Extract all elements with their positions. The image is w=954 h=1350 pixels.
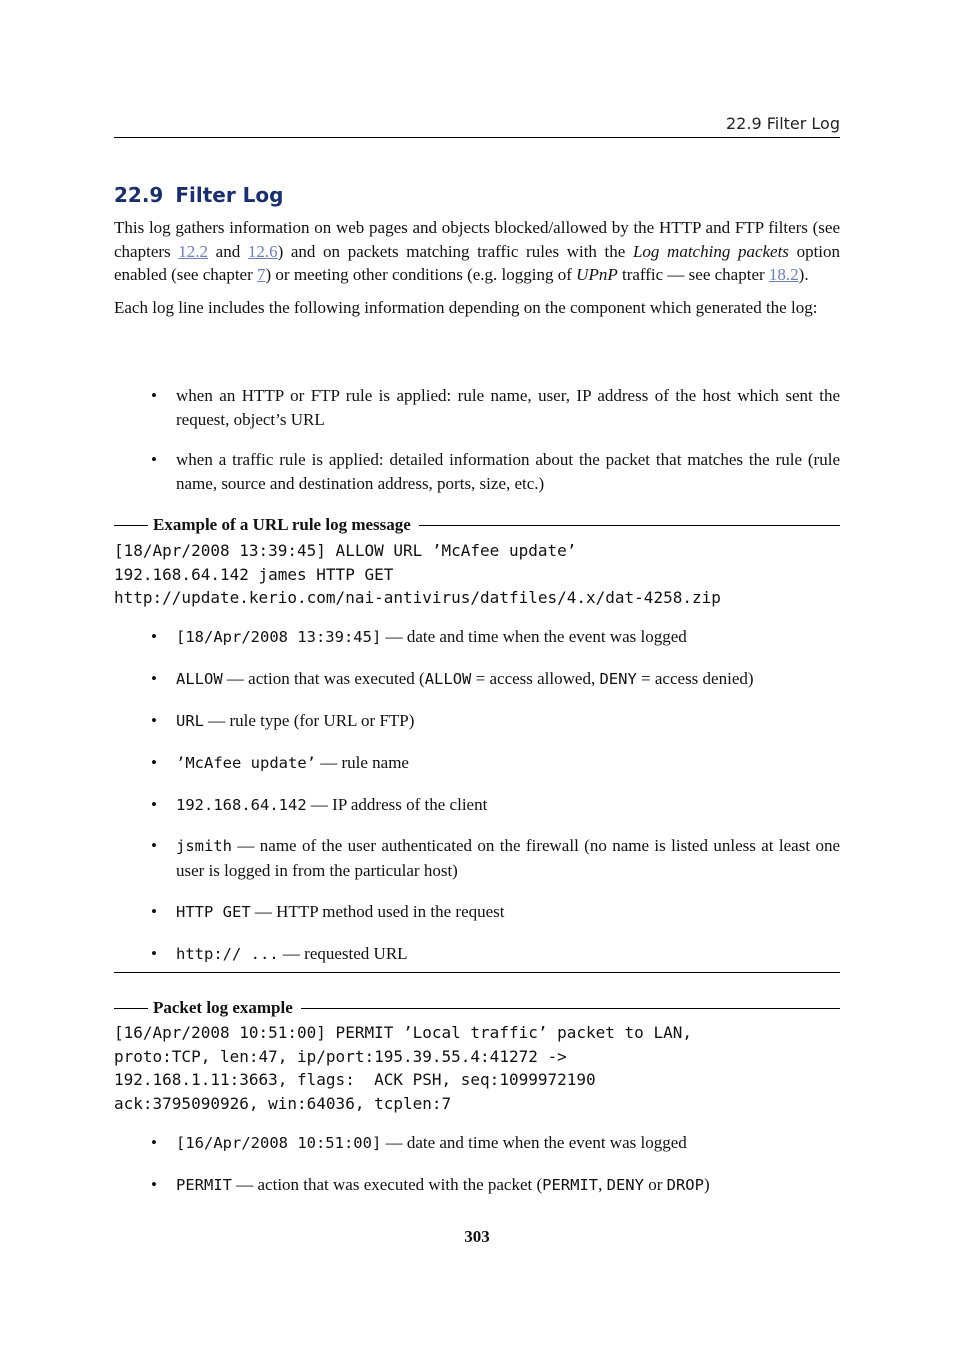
list-item: • URL — rule type (for URL or FTP) xyxy=(114,709,840,734)
list-item: • 192.168.64.142 — IP address of the client xyxy=(114,793,840,818)
list-item: • PERMIT — action that was executed with the packet (PERMIT, DENY or DROP) xyxy=(114,1173,840,1198)
packet-example-frame xyxy=(114,997,840,1115)
list-item: • when a traffic rule is applied: detailed information about the packet that matches the rule (rule name, source and destination address, ports, size, etc.) xyxy=(114,448,840,495)
chapter-link-18-2[interactable]: 18.2 xyxy=(768,265,799,284)
intro-paragraph: This log gathers information on web pages and objects blocked/allowed by the HTTP and FTP filters (see chapters 12.2 and 12.6) and on packets matching traffic rules with the Log matching packets option enabled (see chapter 7) or meeting other conditions (e.g. logging of UPnP traffic — see chapter 18.2). xyxy=(114,218,841,284)
chapter-link-7[interactable]: 7 xyxy=(257,265,266,284)
list-item: • ’McAfee update’ — rule name xyxy=(114,751,840,776)
list-item: • http:// ... — requested URL xyxy=(114,942,840,967)
running-header: 22.9 Filter Log xyxy=(726,114,840,133)
list-item: • HTTP GET — HTTP method used in the request xyxy=(114,900,840,925)
packet-field-list xyxy=(114,1131,840,1198)
url-example-end-rule xyxy=(114,972,840,973)
section-body xyxy=(114,216,840,319)
chapter-link-12-2[interactable]: 12.2 xyxy=(178,241,209,261)
list-item: • jsmith — name of the user authenticated on the firewall (no name is listed unless at least one user is logged in from the particular host) xyxy=(114,834,840,882)
section-heading xyxy=(114,183,283,207)
list-item: • when an HTTP or FTP rule is applied: rule name, user, IP address of the host which sent the request, object’s URL xyxy=(114,384,840,431)
packet-log-code: [16/Apr/2008 10:51:00] PERMIT ’Local traffic’ packet to LAN, proto:TCP, len:47, ip/port:195.39.55.4:41272 -> 192.168.1.11:3663, flags: ACK PSH, seq:1099972190 ack:3795090926, win:64036, tcplen:7 xyxy=(114,1023,692,1113)
packet-example-title: Packet log example xyxy=(153,998,293,1017)
list-item: • [18/Apr/2008 13:39:45] — date and time when the event was logged xyxy=(114,625,840,650)
url-example-title: Example of a URL rule log message xyxy=(153,515,411,534)
url-field-list xyxy=(114,625,840,966)
page-number: 303 xyxy=(464,1227,490,1246)
section-title: Filter Log xyxy=(175,183,284,207)
section-number: 22.9 xyxy=(114,183,164,207)
list-item: • ALLOW — action that was executed (ALLOW = access allowed, DENY = access denied) xyxy=(114,667,840,692)
list-item: • [16/Apr/2008 10:51:00] — date and time when the event was logged xyxy=(114,1131,840,1156)
url-example-frame xyxy=(114,514,840,610)
log-info-list xyxy=(114,384,840,495)
url-log-code: [18/Apr/2008 13:39:45] ALLOW URL ’McAfee update’ 192.168.64.142 james HTTP GET http://update.kerio.com/nai-antivirus/datfiles/4.x/dat-4258.zip xyxy=(114,541,721,607)
log-info-paragraph: Each log line includes the following information depending on the component which generated the log: xyxy=(114,297,818,317)
header-rule xyxy=(114,137,840,138)
chapter-link-12-6[interactable]: 12.6 xyxy=(247,241,278,261)
